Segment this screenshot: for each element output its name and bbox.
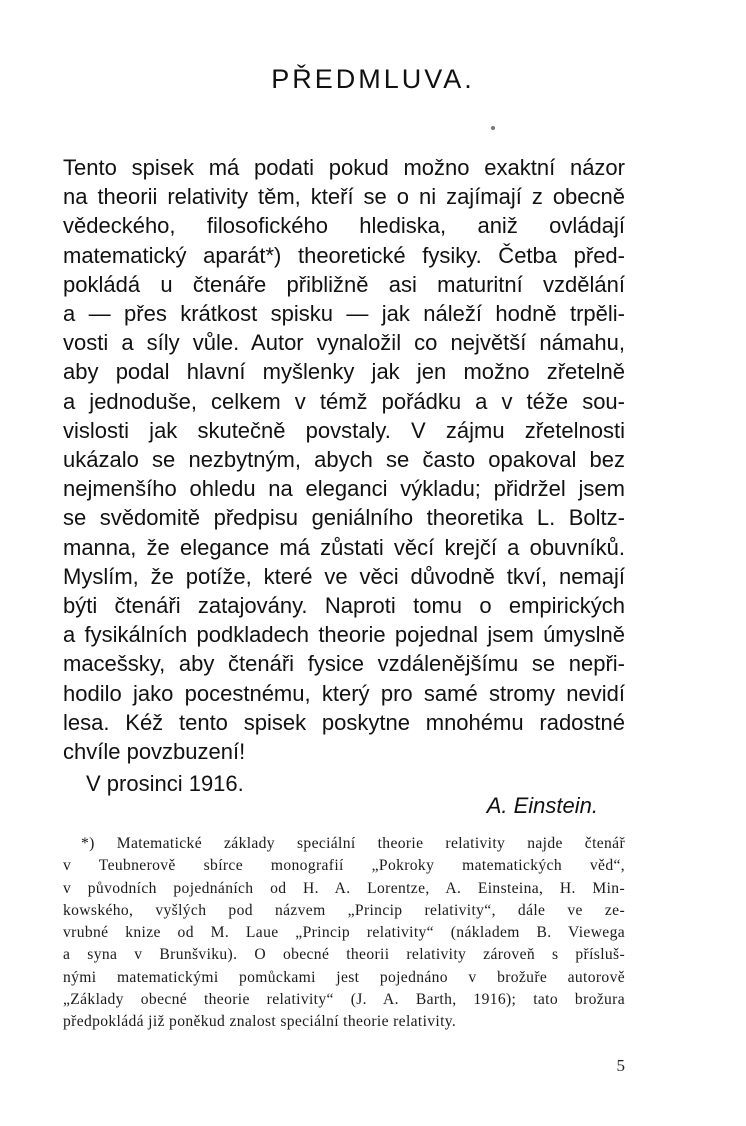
body-line: Tento spisek má podati pokud možno exaktní názor [63,155,625,180]
body-line: vosti a síly vůle. Autor vynaložil co největší námahu, [63,330,625,356]
body-line: se svědomitě předpisu geniálního theoretika L. Boltz- [63,505,625,531]
body-line: na theorii relativity těm, kteří se o ni zajímají z obecně [63,184,625,210]
body-line: býti čtenáři zatajovány. Naproti tomu o empirických [63,593,625,619]
paper-speck [491,126,495,130]
author-signature: A. Einstein. [486,793,598,818]
page-title: PŘEDMLUVA. [271,64,475,94]
body-line: Myslím, že potíže, které ve věci důvodně tkví, nemají [63,563,625,589]
preface-body [63,153,625,766]
body-line: nejmenšího ohledu na eleganci výkladu; přidržel jsem [63,476,625,502]
body-line: a fysikálních podkladech theorie pojednal jsem úmyslně [63,622,625,648]
body-line: a — přes krátkost spisku — jak náleží hodně trpěli- [63,301,625,327]
body-line: lesa. Kéž tento spisek poskytne mnohému radostné [63,709,625,735]
date-line: V prosinci 1916. [86,771,244,796]
body-line: chvíle povzbuzení! [63,739,246,765]
footnote-line: *) Matematické základy speciální theorie relativity najde čtenář [81,835,625,852]
footnote [63,833,625,1034]
body-line: vislosti jak skutečně povstaly. V zájmu zřetelnosti [63,417,625,443]
footnote-line: „Základy obecné theorie relativity“ (J. A. Barth, 1916); tato brožura [63,991,625,1009]
body-line: ukázalo se nezbytným, abych se často opakoval bez [63,447,625,473]
body-line: matematický aparát*) theoretické fysiky. Četba před- [63,242,625,268]
body-line: vědeckého, filosofického hlediska, aniž ovládají [63,213,625,239]
body-line: macešsky, aby čtenáři fysice vzdálenějšímu se nepři- [63,651,625,677]
body-line: manna, že elegance má zůstati věcí krejčí a obuvníků. [63,534,625,560]
footnote-line: v Teubnerově sbírce monografií „Pokroky matematických věd“, [63,857,625,875]
footnote-line: v původních pojednáních od H. A. Lorentze, A. Einsteina, H. Min- [63,879,625,897]
body-line: aby podal hlavní myšlenky jak jen možno zřetelně [63,359,625,385]
footnote-line: vrubné knize od M. Laue „Princip relativity“ (nákladem B. Viewega [63,924,625,942]
body-line: hodilo jako pocestnému, který pro samé stromy nevidí [63,680,625,706]
body-line: pokládá u čtenáře přibližně asi maturitní vzdělání [63,271,625,297]
body-line: a jednoduše, celkem v témž pořádku a v téže sou- [63,388,625,414]
footnote-line: a syna v Brunšviku). O obecné theorii relativity zároveň s přísluš- [63,946,625,964]
footnote-line: nými matematickými pomůckami jest pojednáno v brožuře autorově [63,968,625,986]
footnote-line: předpokládá již poněkud znalost speciální theorie relativity. [63,1013,457,1031]
page-number: 5 [616,1056,625,1075]
footnote-line: kowského, vyšlých pod názvem „Princip relativity“, dále ve ze- [63,901,625,919]
